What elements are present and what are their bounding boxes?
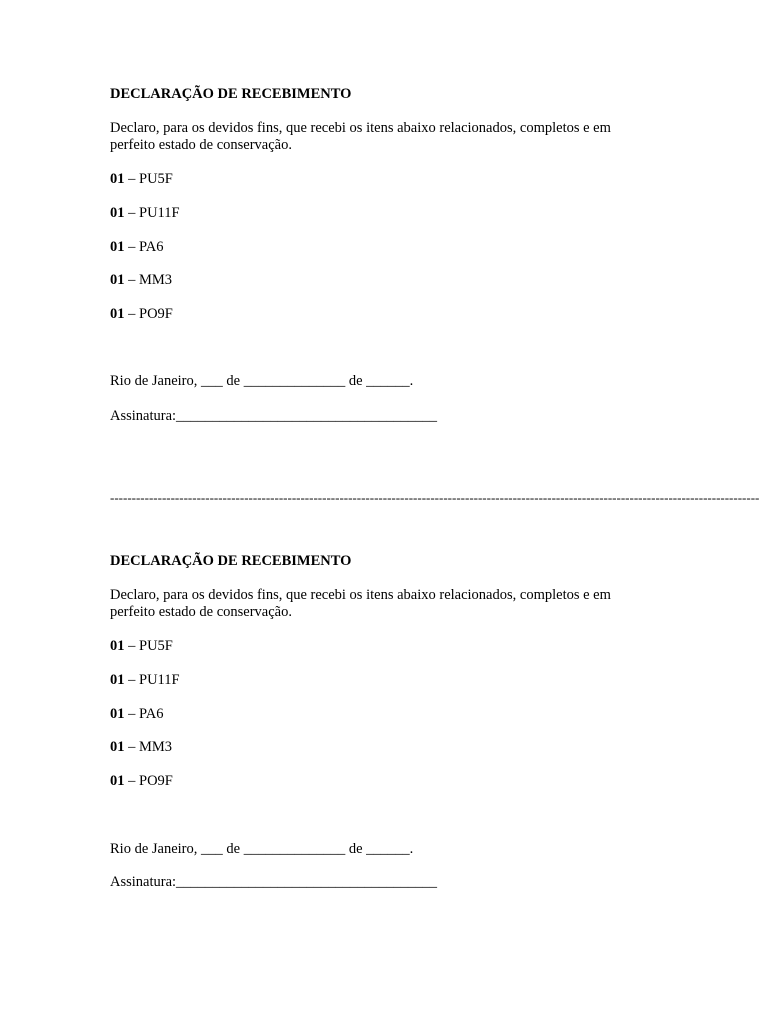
item-quantity: 01 xyxy=(110,739,125,755)
item-quantity: 01 xyxy=(110,706,125,722)
signature-line: Assinatura:____________________________________ xyxy=(110,408,438,424)
item-description: – PO9F xyxy=(128,306,173,322)
intro-line-2: perfeito estado de conservação. xyxy=(110,604,292,620)
intro-line-2: perfeito estado de conservação. xyxy=(110,137,292,153)
document-title: DECLARAÇÃO DE RECEBIMENTO xyxy=(110,86,352,102)
item-line xyxy=(110,638,173,655)
place-date-line: Rio de Janeiro, ___ de ______________ de ______. xyxy=(110,841,414,857)
item-description: – PU11F xyxy=(128,205,180,221)
item-line xyxy=(110,205,180,222)
item-line xyxy=(110,672,180,689)
item-description: – MM3 xyxy=(128,272,173,288)
item-quantity: 01 xyxy=(110,638,125,654)
item-description: – PA6 xyxy=(128,239,164,255)
intro-line-1: Declaro, para os devidos fins, que recebi os itens abaixo relacionados, completos e em xyxy=(110,120,611,136)
item-quantity: 01 xyxy=(110,239,125,255)
item-quantity: 01 xyxy=(110,205,125,221)
item-quantity: 01 xyxy=(110,672,125,688)
item-line xyxy=(110,773,173,790)
item-quantity: 01 xyxy=(110,171,125,187)
item-description: – PO9F xyxy=(128,773,173,789)
item-description: – PA6 xyxy=(128,706,164,722)
item-line xyxy=(110,306,173,323)
cut-line: ------------------------------------------------------------------------------------------------------------------------------------------------------ xyxy=(110,490,760,505)
item-quantity: 01 xyxy=(110,773,125,789)
item-line xyxy=(110,272,172,289)
item-line xyxy=(110,739,172,756)
signature-line: Assinatura:____________________________________ xyxy=(110,874,438,890)
item-line xyxy=(110,239,163,256)
document-title: DECLARAÇÃO DE RECEBIMENTO xyxy=(110,553,352,569)
item-line xyxy=(110,706,163,723)
item-quantity: 01 xyxy=(110,306,125,322)
item-description: – MM3 xyxy=(128,739,173,755)
intro-line-1: Declaro, para os devidos fins, que recebi os itens abaixo relacionados, completos e em xyxy=(110,587,611,603)
item-line xyxy=(110,171,173,188)
item-description: – PU5F xyxy=(128,171,173,187)
item-description: – PU11F xyxy=(128,672,180,688)
item-description: – PU5F xyxy=(128,638,173,654)
place-date-line: Rio de Janeiro, ___ de ______________ de ______. xyxy=(110,373,414,389)
item-quantity: 01 xyxy=(110,272,125,288)
